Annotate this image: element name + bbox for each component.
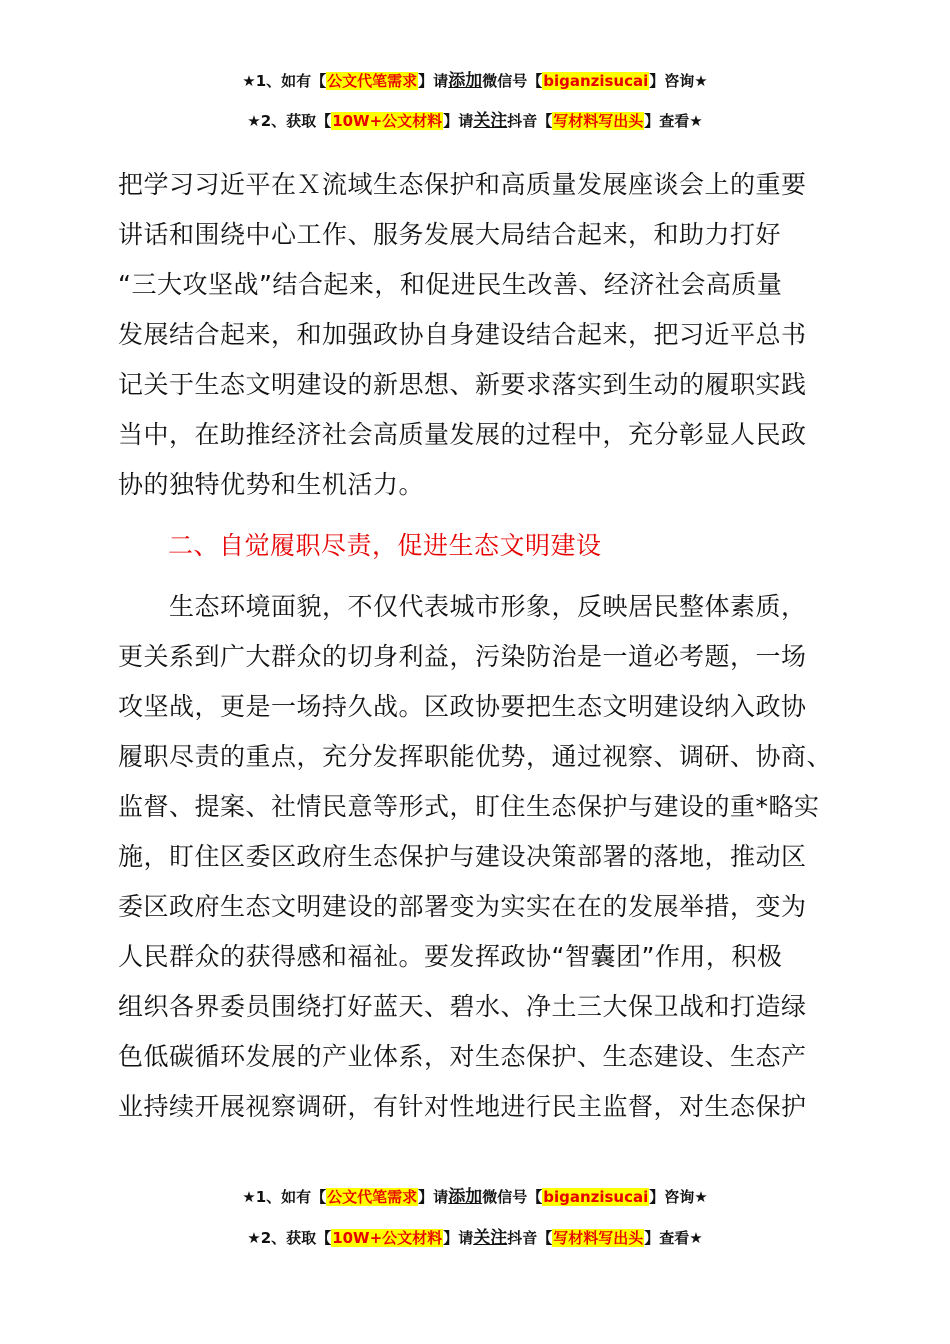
promo-highlight: 公文代笔需求 xyxy=(327,1188,418,1206)
body-paragraph-2 xyxy=(118,582,834,1132)
text-line: 记关于生态文明建设的新思想、新要求落实到生动的履职实践 xyxy=(118,370,807,399)
promo-text: 】请 xyxy=(418,72,449,90)
promo-text: 】请 xyxy=(443,112,474,130)
promo-text: 】查看★ xyxy=(644,112,703,130)
text-line: 发展结合起来，和加强政协自身建设结合起来，把习近平总书 xyxy=(118,320,807,349)
section-heading: 二、自觉履职尽责，促进生态文明建设 xyxy=(168,531,602,560)
text-line: “三大攻坚战”结合起来，和促进民生改善、经济社会高质量 xyxy=(118,270,783,299)
promo-text: ★1、如有【 xyxy=(242,72,327,90)
text-line: 协的独特优势和生机活力。 xyxy=(118,470,425,499)
body-paragraph-1 xyxy=(118,160,834,510)
text-line: 业持续开展视察调研，有针对性地进行民主监督，对生态保护 xyxy=(118,1092,807,1121)
promo-underline: 添加 xyxy=(448,1187,483,1207)
header-promo-line-1 xyxy=(0,70,950,92)
promo-text: 抖音【 xyxy=(507,112,553,130)
promo-text: 抖音【 xyxy=(507,1229,553,1247)
text-line: 讲话和围绕中心工作、服务发展大局结合起来，和助力打好 xyxy=(118,220,782,249)
promo-text: 】请 xyxy=(418,1188,449,1206)
promo-douyin-id: 写材料写出头 xyxy=(553,1229,644,1247)
promo-underline: 关注 xyxy=(473,1228,508,1248)
promo-highlight: 10W+公文材料 xyxy=(332,112,443,130)
text-line: 色低碳循环发展的产业体系，对生态保护、生态建设、生态产 xyxy=(118,1042,807,1071)
text-line: 施，盯住区委区政府生态保护与建设决策部署的落地，推动区 xyxy=(118,842,807,871)
promo-wechat-id: biganzisucai xyxy=(543,1188,649,1206)
text-line: 履职尽责的重点，充分发挥职能优势，通过视察、调研、协商、 xyxy=(118,742,833,771)
text-line: 组织各界委员围绕打好蓝天、碧水、净土三大保卫战和打造绿 xyxy=(118,992,807,1021)
promo-text: 】咨询★ xyxy=(649,1188,708,1206)
text-line: 生态环境面貌，不仅代表城市形象，反映居民整体素质， xyxy=(118,592,807,621)
promo-text: 】咨询★ xyxy=(649,72,708,90)
promo-text: 微信号【 xyxy=(482,72,543,90)
promo-text: ★2、获取【 xyxy=(247,1229,332,1247)
promo-text: 】请 xyxy=(443,1229,474,1247)
text-line: 更关系到广大群众的切身利益，污染防治是一道必考题，一场 xyxy=(118,642,807,671)
promo-underline: 关注 xyxy=(473,111,508,131)
footer-promo-line-2 xyxy=(0,1227,950,1249)
text-line: 当中，在助推经济社会高质量发展的过程中，充分彰显人民政 xyxy=(118,420,807,449)
promo-douyin-id: 写材料写出头 xyxy=(553,112,644,130)
promo-text: ★2、获取【 xyxy=(247,112,332,130)
text-line: 委区政府生态文明建设的部署变为实实在在的发展举措，变为 xyxy=(118,892,807,921)
promo-wechat-id: biganzisucai xyxy=(543,72,649,90)
promo-text: ★1、如有【 xyxy=(242,1188,327,1206)
header-promo-line-2 xyxy=(0,110,950,132)
promo-highlight: 10W+公文材料 xyxy=(332,1229,443,1247)
promo-highlight: 公文代笔需求 xyxy=(327,72,418,90)
text-line: 攻坚战，更是一场持久战。区政协要把生态文明建设纳入政协 xyxy=(118,692,807,721)
promo-text: 微信号【 xyxy=(482,1188,543,1206)
text-line: 人民群众的获得感和福祉。要发挥政协“智囊团”作用，积极 xyxy=(118,942,783,971)
promo-underline: 添加 xyxy=(448,71,483,91)
footer-promo-line-1 xyxy=(0,1186,950,1208)
promo-text: 】查看★ xyxy=(644,1229,703,1247)
text-line: 把学习习近平在Ｘ流域生态保护和高质量发展座谈会上的重要 xyxy=(118,170,807,199)
text-line: 监督、提案、社情民意等形式，盯住生态保护与建设的重*略实 xyxy=(118,792,820,821)
